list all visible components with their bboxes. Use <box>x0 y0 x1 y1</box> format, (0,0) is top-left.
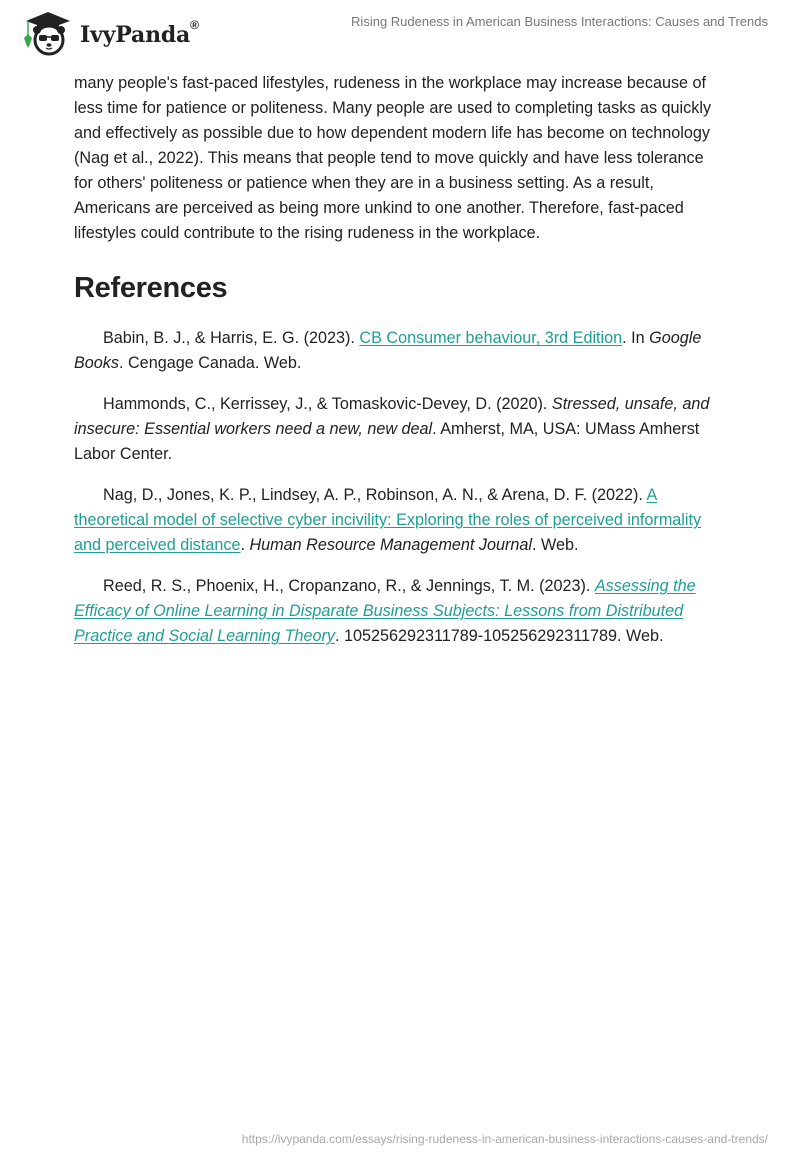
ivypanda-logo[interactable] <box>18 8 199 56</box>
brand-name: IvyPanda® <box>80 18 199 48</box>
page-header <box>0 0 800 62</box>
document-title: Rising Rudeness in American Business Interactions: Causes and Trends <box>351 14 768 29</box>
reference-item: Babin, B. J., & Harris, E. G. (2023). CB Consumer behaviour, 3rd Edition. In Google Books. Cengage Canada. Web. <box>74 329 702 372</box>
references-heading: References <box>74 272 228 304</box>
reference-link[interactable]: CB Consumer behaviour, 3rd Edition <box>359 329 623 347</box>
references-list <box>74 326 726 649</box>
reference-item: Nag, D., Jones, K. P., Lindsey, A. P., Robinson, A. N., & Arena, D. F. (2022). A theoretical model of selective cyber incivility: Exploring the roles of perceived informality and perceived distance. Human Resource Management Journal. Web. <box>74 486 702 554</box>
reference-link[interactable]: A theoretical model of selective cyber incivility: Exploring the roles of perceived informality and perceived distance <box>74 486 702 554</box>
source-url[interactable]: https://ivypanda.com/essays/rising-rudeness-in-american-business-interactions-causes-and-trends/ <box>241 1132 768 1146</box>
body-paragraph: many people's fast-paced lifestyles, rudeness in the workplace may increase because of less time for patience or politeness. Many people are used to completing tasks as quickly and effectively as possible due to how dependent modern life has become on technology (Nag et al., 2022). This means that people tend to move quickly and have less tolerance for others' politeness or patience when they are in a business setting. As a result, Americans are perceived as being more unkind to one another. Therefore, fast-paced lifestyles could contribute to the rising rudeness in the workplace. <box>74 74 712 242</box>
panda-graduate-icon <box>18 8 74 56</box>
reference-link[interactable]: Assessing the Efficacy of Online Learning in Disparate Business Subjects: Lessons from Distributed Practice and Social Learning Theory <box>74 577 696 645</box>
reference-item: Hammonds, C., Kerrissey, J., & Tomaskovic-Devey, D. (2020). Stressed, unsafe, and insecure: Essential workers need a new, new deal. Amherst, MA, USA: UMass Amherst Labor Center. <box>74 395 710 463</box>
reference-item: Reed, R. S., Phoenix, H., Cropanzano, R., & Jennings, T. M. (2023). Assessing the Efficacy of Online Learning in Disparate Business Subjects: Lessons from Distributed Practice and Social Learning Theory. 105256292311789-105256292311789. Web. <box>74 577 696 645</box>
document-content <box>74 71 726 649</box>
